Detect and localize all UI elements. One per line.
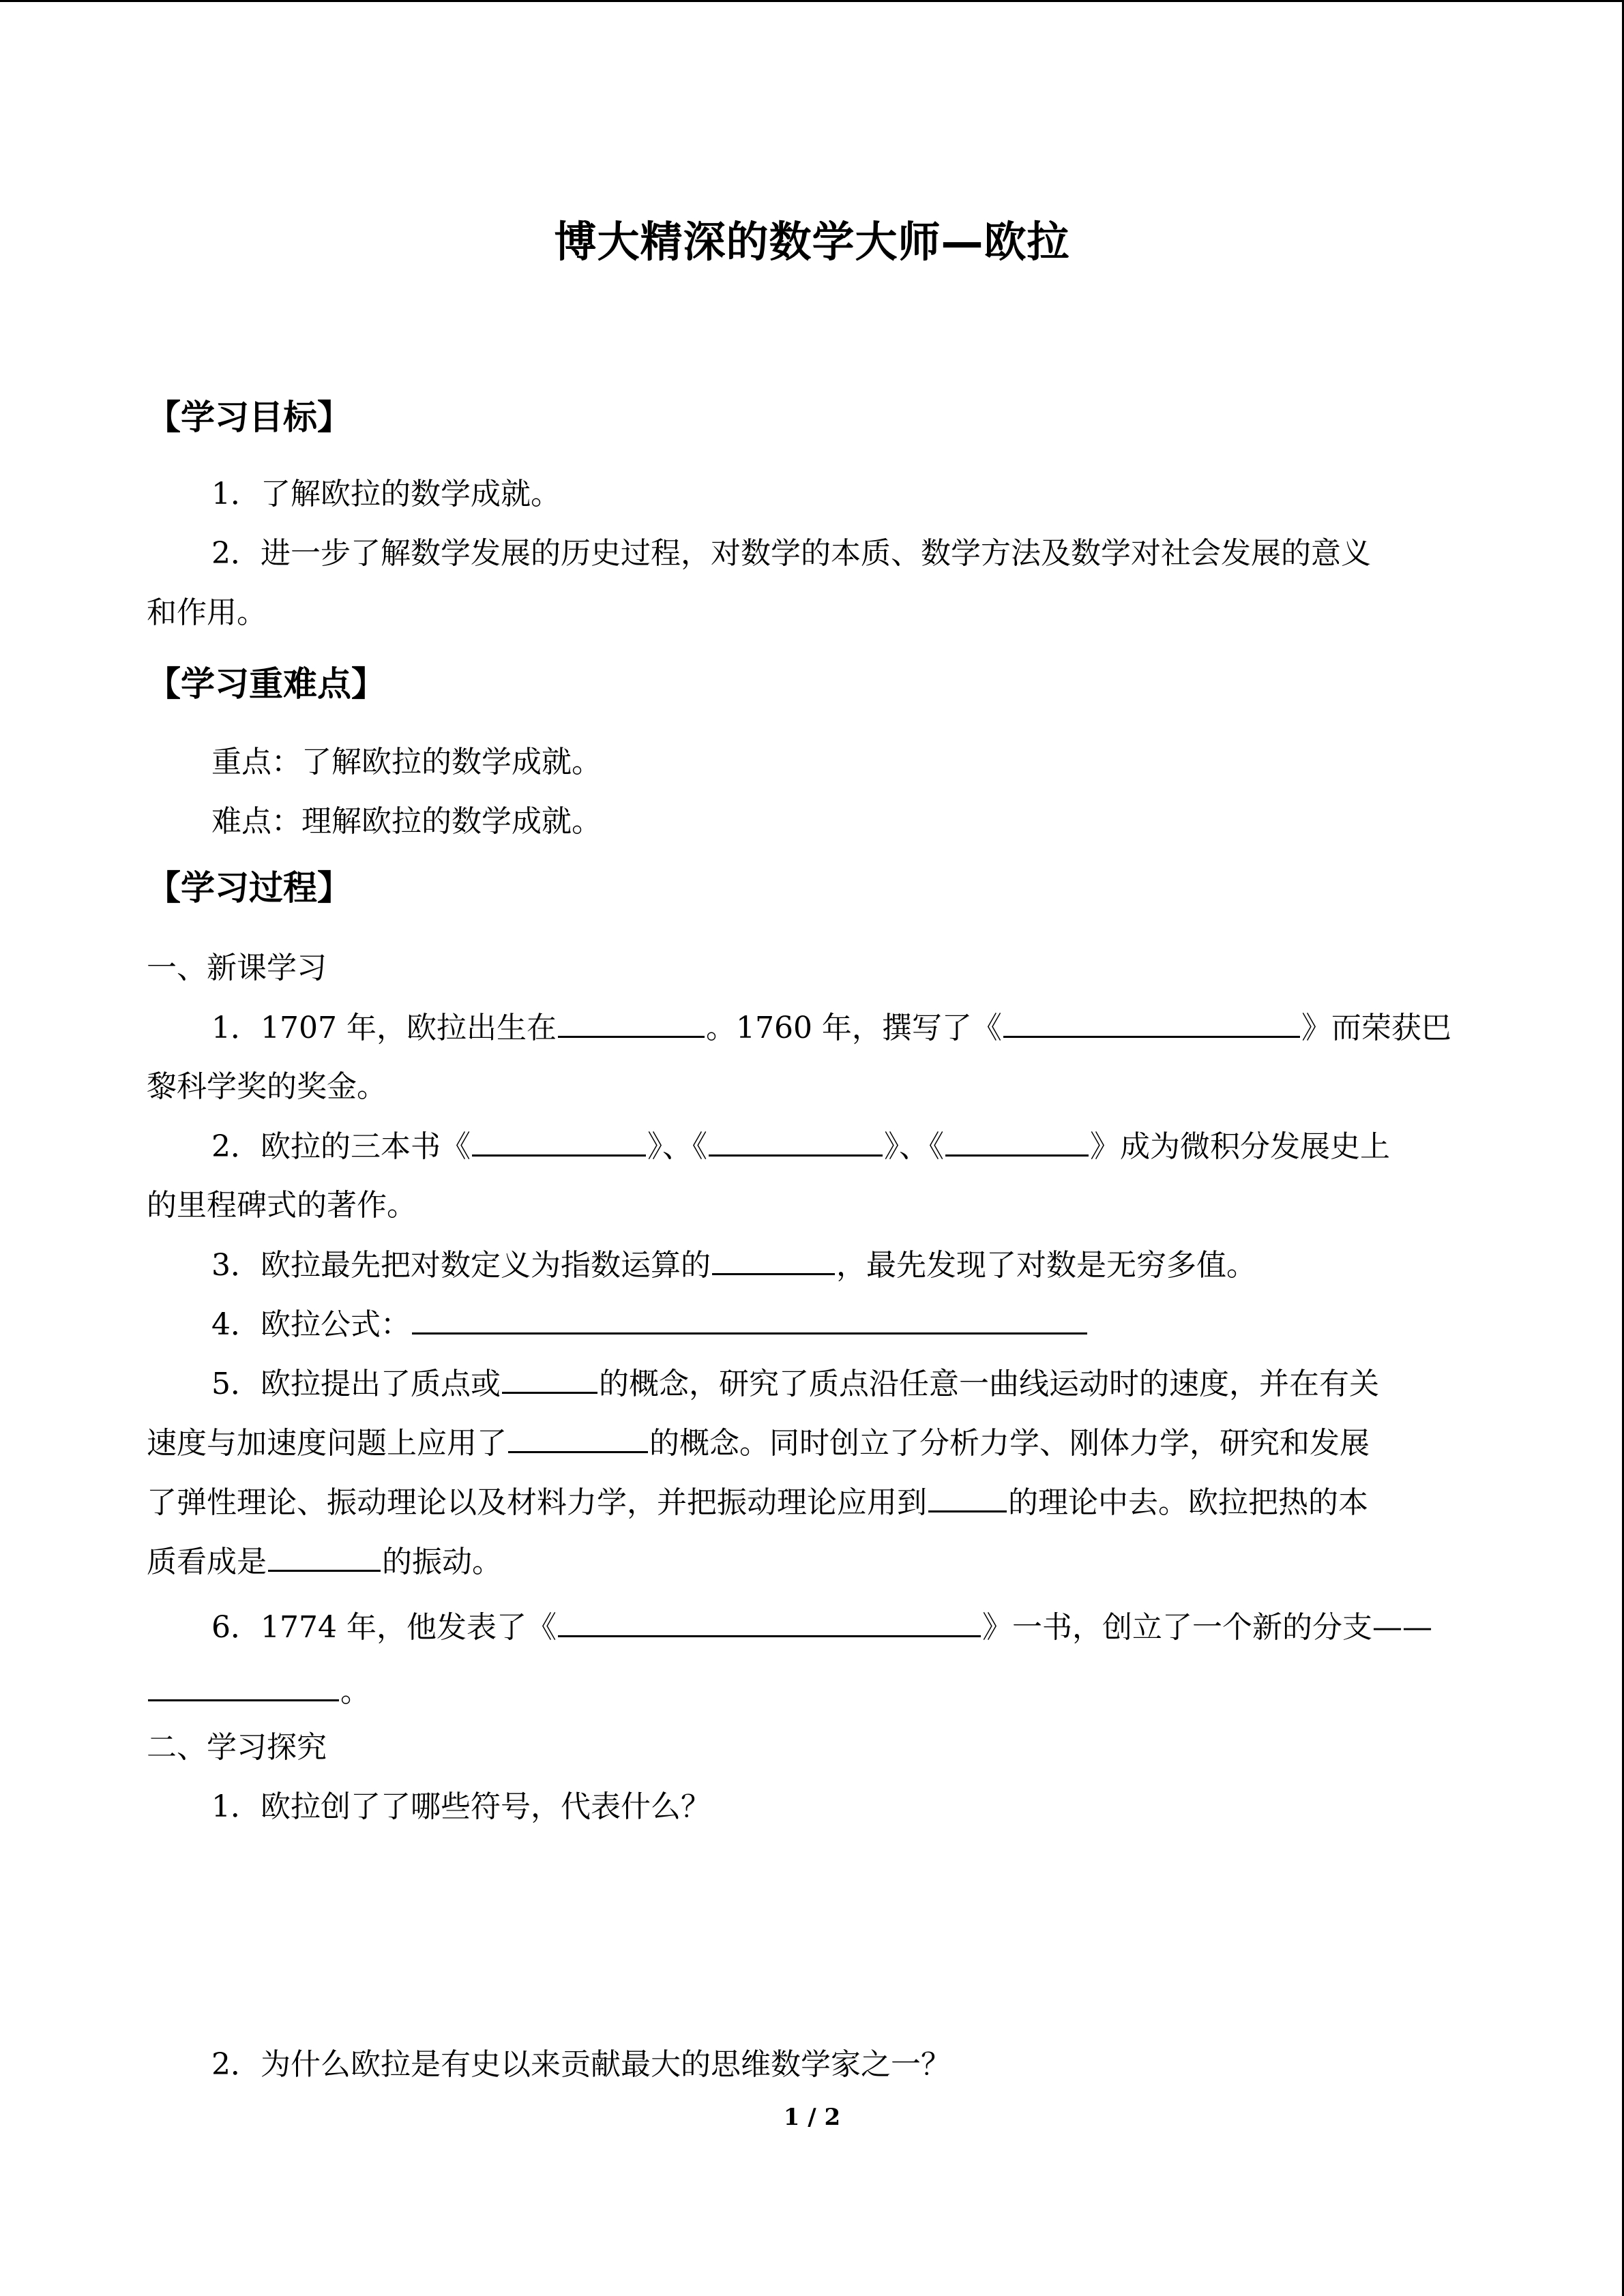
question-5-text: 的概念，研究了质点沿任意一曲线运动时的速度，并在有关: [599, 1367, 1379, 1401]
difficult-point: 难点：理解欧拉的数学成就。: [211, 804, 602, 839]
fill-blank[interactable]: [148, 1671, 339, 1701]
question-5: [211, 1363, 1379, 1405]
question-6-text: 6．1774 年，他发表了《: [211, 1610, 557, 1645]
question-1-text: 1．1707 年，欧拉出生在: [211, 1011, 557, 1045]
question-3-text: ，最先发现了对数是无穷多值。: [836, 1248, 1256, 1283]
question-5-text: 的振动。: [382, 1545, 502, 1579]
goal-item-2-continued: 和作用。: [147, 595, 267, 630]
goal-item-1: 1．了解欧拉的数学成就。: [211, 477, 561, 511]
question-5-text: 了弹性理论、振动理论以及材料力学，并把振动理论应用到: [147, 1485, 927, 1520]
question-2: [211, 1126, 1390, 1167]
fill-blank[interactable]: [928, 1482, 1007, 1512]
section-heading-goals: 【学习目标】: [147, 398, 351, 437]
question-2-text: 2．欧拉的三本书《: [211, 1129, 471, 1164]
fill-blank[interactable]: [709, 1126, 883, 1157]
question-5-text: 5．欧拉提出了质点或: [211, 1367, 501, 1401]
question-4: [211, 1304, 1089, 1345]
fill-blank[interactable]: [508, 1422, 648, 1453]
fill-blank[interactable]: [558, 1007, 705, 1038]
section-heading-process: 【学习过程】: [147, 868, 351, 908]
question-6-text: 》一书，创立了一个新的分支——: [981, 1610, 1432, 1645]
part-heading-new-lesson: 一、新课学习: [147, 951, 327, 985]
question-1: [211, 1007, 1451, 1049]
question-1-text: 。1760 年，撰写了《: [705, 1011, 1002, 1045]
fill-blank[interactable]: [502, 1363, 597, 1394]
question-2-continued: 的里程碑式的著作。: [147, 1188, 417, 1223]
page-top-border: [0, 0, 1624, 2]
fill-blank[interactable]: [712, 1244, 835, 1275]
question-5-text: 的概念。同时创立了分析力学、刚体力学，研究和发展: [649, 1426, 1370, 1461]
question-2-text: 》成为微积分发展史上: [1090, 1129, 1390, 1164]
question-5-text: 质看成是: [147, 1545, 267, 1579]
question-6-continued: [147, 1671, 370, 1712]
question-3-text: 3．欧拉最先把对数定义为指数运算的: [211, 1248, 711, 1283]
page-number: 1 / 2: [783, 2104, 841, 2131]
exploration-question-2: 2．为什么欧拉是有史以来贡献最大的思维数学家之一？: [211, 2047, 951, 2082]
question-1-continued: 黎科学奖的奖金。: [147, 1069, 387, 1104]
fill-blank[interactable]: [472, 1126, 646, 1157]
question-5-text: 速度与加速度问题上应用了: [147, 1426, 507, 1461]
part-heading-exploration: 二、学习探究: [147, 1730, 327, 1765]
question-6-text: 。: [340, 1674, 370, 1709]
key-point: 重点：了解欧拉的数学成就。: [211, 745, 602, 779]
question-6: [211, 1607, 1432, 1648]
fill-blank[interactable]: [412, 1304, 1087, 1335]
fill-blank[interactable]: [558, 1607, 981, 1637]
question-2-text: 》、《: [647, 1129, 707, 1164]
goal-item-2: 2．进一步了解数学发展的历史过程，对数学的本质、数学方法及数学对社会发展的意义: [211, 536, 1371, 571]
question-5-continued: [147, 1422, 1370, 1464]
fill-blank[interactable]: [1003, 1007, 1300, 1038]
fill-blank[interactable]: [268, 1541, 381, 1572]
fill-blank[interactable]: [945, 1126, 1089, 1157]
question-5-continued: [147, 1541, 502, 1583]
question-5-text: 的理论中去。欧拉把热的本: [1008, 1485, 1368, 1520]
question-2-text: 》、《: [884, 1129, 944, 1164]
page-title: 博大精深的数学大师—欧拉: [554, 217, 1070, 267]
exploration-question-1: 1．欧拉创了了哪些符号，代表什么？: [211, 1789, 711, 1824]
question-4-text: 4．欧拉公式：: [211, 1307, 411, 1342]
question-5-continued: [147, 1482, 1368, 1523]
question-3: [211, 1244, 1256, 1286]
question-1-text: 》而荣获巴: [1301, 1011, 1451, 1045]
section-heading-key-points: 【学习重难点】: [147, 664, 385, 704]
